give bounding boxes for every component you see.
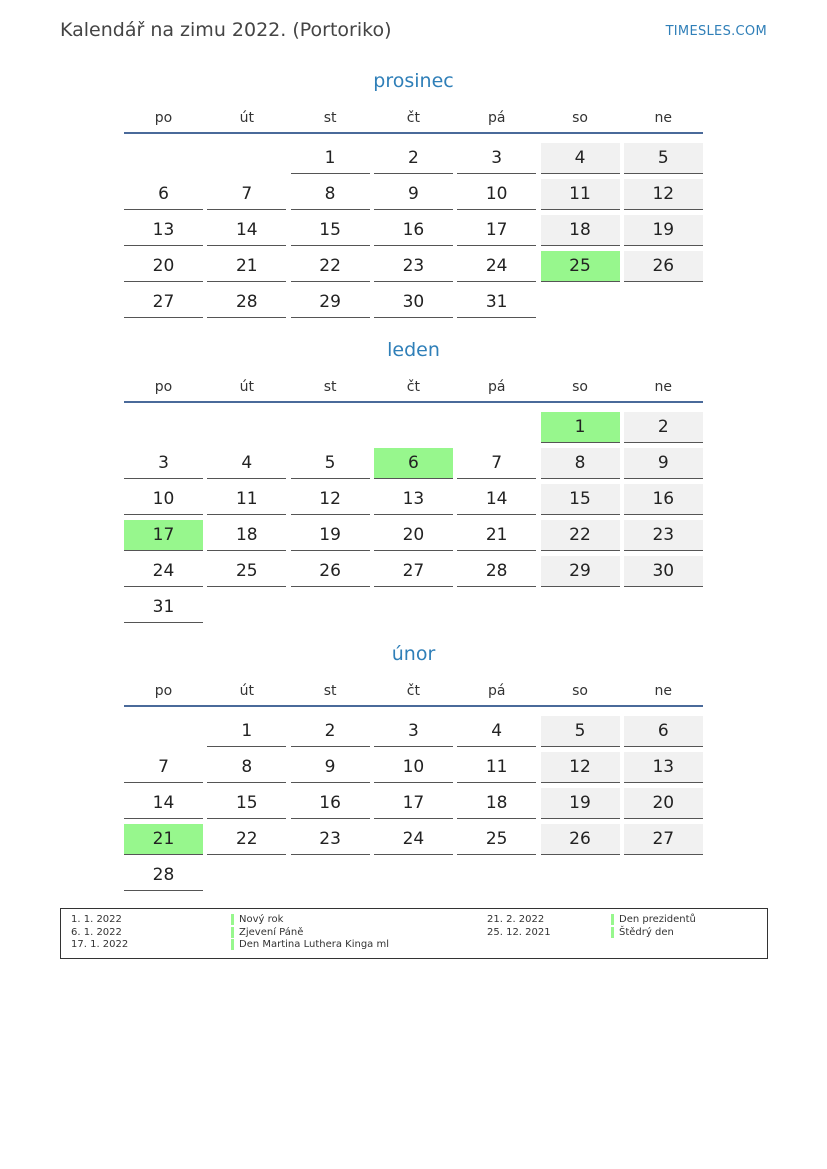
weekday-label: pá <box>487 379 506 395</box>
page-title: Kalendář na zimu 2022. (Portoriko) <box>60 19 392 41</box>
holiday-legend <box>60 908 768 959</box>
day-cell: 1 <box>291 143 370 174</box>
weekday-label: út <box>239 379 254 395</box>
day-cell: 27 <box>374 556 453 587</box>
legend-color-marker <box>231 914 234 925</box>
day-cell: 13 <box>124 215 203 246</box>
day-cell: 23 <box>291 824 370 855</box>
day-cell: 11 <box>541 179 620 210</box>
day-cell: 28 <box>457 556 536 587</box>
day-cell: 1 <box>207 716 286 747</box>
day-cell: 5 <box>291 448 370 479</box>
day-cell: 29 <box>541 556 620 587</box>
day-cell: 22 <box>541 520 620 551</box>
day-cell: 23 <box>374 251 453 282</box>
day-cell: 28 <box>207 287 286 318</box>
holiday-day-cell: 17 <box>124 520 203 551</box>
day-cell: 14 <box>124 788 203 819</box>
day-cell: 23 <box>624 520 703 551</box>
day-cell: 20 <box>624 788 703 819</box>
day-cell: 5 <box>624 143 703 174</box>
weekday-label: ne <box>654 110 673 126</box>
day-cell: 25 <box>457 824 536 855</box>
day-cell: 10 <box>374 752 453 783</box>
day-cell: 26 <box>624 251 703 282</box>
day-cell: 19 <box>541 788 620 819</box>
legend-holiday-name: Zjevení Páně <box>239 926 304 938</box>
day-cell: 28 <box>124 860 203 891</box>
day-cell: 4 <box>541 143 620 174</box>
day-cell: 26 <box>541 824 620 855</box>
day-cell: 17 <box>374 788 453 819</box>
day-cell: 11 <box>457 752 536 783</box>
holiday-day-cell: 1 <box>541 412 620 443</box>
header-rule <box>124 705 703 707</box>
weekday-label: po <box>154 110 173 126</box>
weekday-label: so <box>572 379 588 395</box>
weekday-label: st <box>323 379 337 395</box>
site-link[interactable]: TIMESLES.COM <box>665 24 767 39</box>
day-cell: 18 <box>541 215 620 246</box>
day-cell: 16 <box>624 484 703 515</box>
day-cell: 14 <box>457 484 536 515</box>
legend-date: 1. 1. 2022 <box>71 914 122 925</box>
legend-holiday-name: Den prezidentů <box>619 914 696 925</box>
day-cell: 9 <box>374 179 453 210</box>
day-cell: 9 <box>291 752 370 783</box>
day-cell: 10 <box>457 179 536 210</box>
legend-holiday-name: Den Martina Luthera Kinga ml <box>239 939 389 950</box>
legend-date: 21. 2. 2022 <box>487 914 545 925</box>
weekday-label: st <box>323 110 337 126</box>
day-cell: 19 <box>291 520 370 551</box>
day-cell: 13 <box>374 484 453 515</box>
day-cell: 27 <box>124 287 203 318</box>
day-cell: 15 <box>541 484 620 515</box>
day-cell: 7 <box>207 179 286 210</box>
day-cell: 21 <box>207 251 286 282</box>
day-cell: 11 <box>207 484 286 515</box>
day-cell: 24 <box>457 251 536 282</box>
day-cell: 22 <box>291 251 370 282</box>
day-cell: 31 <box>124 592 203 623</box>
day-cell: 15 <box>207 788 286 819</box>
month-name: leden <box>387 339 440 361</box>
day-cell: 3 <box>124 448 203 479</box>
day-cell: 24 <box>374 824 453 855</box>
day-cell: 29 <box>291 287 370 318</box>
day-cell: 12 <box>624 179 703 210</box>
day-cell: 16 <box>291 788 370 819</box>
day-cell: 20 <box>124 251 203 282</box>
day-cell: 2 <box>624 412 703 443</box>
legend-color-marker <box>611 914 614 925</box>
legend-color-marker <box>611 927 614 938</box>
month-name: únor <box>391 643 436 665</box>
holiday-day-cell: 25 <box>541 251 620 282</box>
weekday-label: čt <box>406 110 420 126</box>
day-cell: 7 <box>124 752 203 783</box>
legend-color-marker <box>231 939 234 950</box>
day-cell: 12 <box>541 752 620 783</box>
day-cell: 8 <box>541 448 620 479</box>
day-cell: 4 <box>207 448 286 479</box>
day-cell: 27 <box>624 824 703 855</box>
day-cell: 8 <box>207 752 286 783</box>
day-cell: 3 <box>457 143 536 174</box>
holiday-day-cell: 21 <box>124 824 203 855</box>
weekday-label: pá <box>487 683 506 699</box>
legend-holiday-name: Štědrý den <box>619 926 674 938</box>
day-cell: 22 <box>207 824 286 855</box>
holiday-day-cell: 6 <box>374 448 453 479</box>
weekday-label: so <box>572 110 588 126</box>
weekday-label: so <box>572 683 588 699</box>
day-cell: 24 <box>124 556 203 587</box>
day-cell: 13 <box>624 752 703 783</box>
day-cell: 4 <box>457 716 536 747</box>
weekday-label: ne <box>654 683 673 699</box>
day-cell: 31 <box>457 287 536 318</box>
day-cell: 18 <box>207 520 286 551</box>
weekday-label: ne <box>654 379 673 395</box>
day-cell: 3 <box>374 716 453 747</box>
day-cell: 30 <box>374 287 453 318</box>
weekday-label: po <box>154 379 173 395</box>
day-cell: 6 <box>624 716 703 747</box>
day-cell: 7 <box>457 448 536 479</box>
day-cell: 12 <box>291 484 370 515</box>
month-name: prosinec <box>373 70 454 92</box>
day-cell: 14 <box>207 215 286 246</box>
day-cell: 8 <box>291 179 370 210</box>
legend-holiday-name: Nový rok <box>239 914 284 925</box>
day-cell: 10 <box>124 484 203 515</box>
day-cell: 18 <box>457 788 536 819</box>
legend-date: 25. 12. 2021 <box>487 926 551 938</box>
day-cell: 6 <box>124 179 203 210</box>
day-cell: 21 <box>457 520 536 551</box>
weekday-label: út <box>239 683 254 699</box>
day-cell: 17 <box>457 215 536 246</box>
day-cell: 25 <box>207 556 286 587</box>
day-cell: 20 <box>374 520 453 551</box>
legend-date: 6. 1. 2022 <box>71 926 122 938</box>
day-cell: 5 <box>541 716 620 747</box>
day-cell: 19 <box>624 215 703 246</box>
day-cell: 30 <box>624 556 703 587</box>
day-cell: 9 <box>624 448 703 479</box>
weekday-label: čt <box>406 379 420 395</box>
header-rule <box>124 132 703 134</box>
day-cell: 2 <box>291 716 370 747</box>
weekday-label: čt <box>406 683 420 699</box>
legend-date: 17. 1. 2022 <box>71 939 129 950</box>
day-cell: 15 <box>291 215 370 246</box>
day-cell: 26 <box>291 556 370 587</box>
legend-color-marker <box>231 927 234 938</box>
weekday-label: út <box>239 110 254 126</box>
header-rule <box>124 401 703 403</box>
weekday-label: pá <box>487 110 506 126</box>
weekday-label: st <box>323 683 337 699</box>
day-cell: 2 <box>374 143 453 174</box>
weekday-label: po <box>154 683 173 699</box>
day-cell: 16 <box>374 215 453 246</box>
